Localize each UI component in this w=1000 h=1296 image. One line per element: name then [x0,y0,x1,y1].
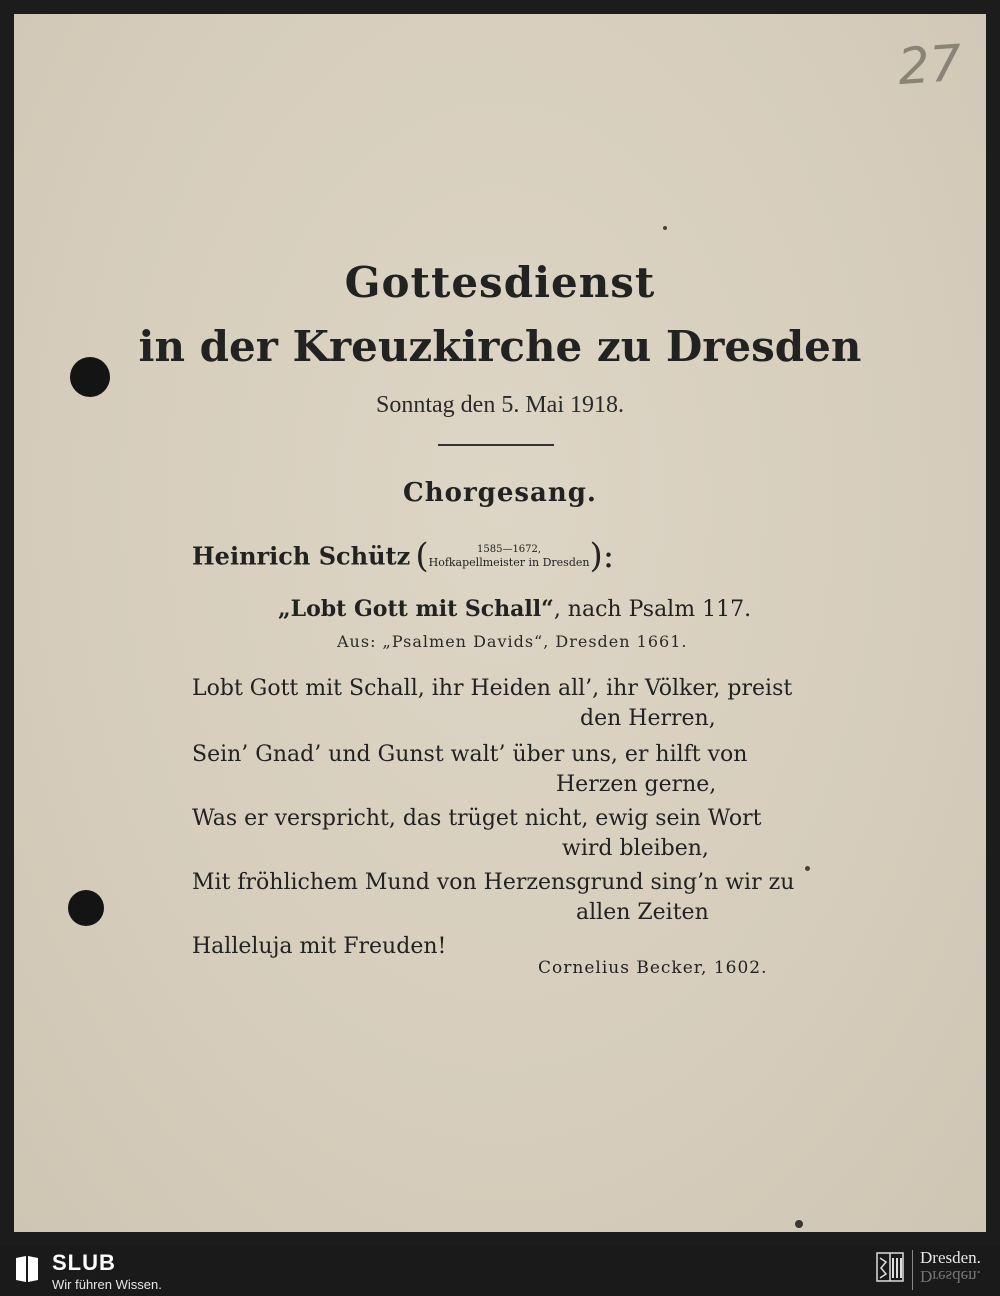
punch-hole-lower [68,890,104,926]
lyric-line: allen Zeiten [576,900,709,925]
page-title: Gottesdienst [344,258,656,307]
paper-speck [663,226,667,230]
page-title-line2: in der Kreuzkirche zu Dresden [138,322,862,371]
dresden-coat-of-arms-icon[interactable] [876,1252,904,1282]
date-line: Sonntag den 5. Mai 1918. [376,392,624,418]
footer-separator [912,1250,913,1290]
lyric-line: den Herren, [580,706,716,731]
section-heading: Chorgesang. [403,478,597,508]
lyric-line: Herzen gerne, [556,772,717,797]
dresden-logo-text[interactable]: Dresden. [920,1248,981,1267]
document-page [14,14,986,1232]
work-title [278,596,751,622]
composer-paren-close: ): [589,536,615,576]
work-psalm: , nach Psalm 117. [553,597,752,622]
composer-details [429,543,590,569]
paper-speck [795,1220,803,1228]
composer-paren-open: ( [415,536,429,576]
work-source: Aus: „Psalmen Davids“, Dresden 1661. [337,632,688,651]
lyric-line: Lobt Gott mit Schall, ihr Heiden all’, ihr Völker, preist [192,676,793,701]
composer-dates: 1585—1672, [477,544,542,555]
slub-book-icon[interactable] [14,1254,40,1284]
lyric-line: Was er verspricht, das trüget nicht, ewig sein Wort [192,806,762,831]
composer-name: Heinrich Schütz [192,541,411,571]
lyric-line: Mit fröhlichem Mund von Herzensgrund sing’n wir zu [192,870,795,895]
divider [438,444,554,446]
composer-line [192,536,614,576]
lyric-line: wird bleiben, [562,836,709,861]
work-name: „Lobt Gott mit Schall“ [278,596,554,622]
page-number: 27 [896,33,964,97]
dresden-logo-reflection: Dresden. [920,1267,981,1286]
lyric-line: Sein’ Gnad’ und Gunst walt’ über uns, er hilft von [192,742,748,767]
composer-office: Hofkapellmeister in Dresden [428,556,590,569]
lyric-line: Halleluja mit Freuden! [192,934,447,959]
lyric-author: Cornelius Becker, 1602. [538,958,768,978]
paper-speck [805,866,810,871]
slub-logo-text[interactable]: SLUB [52,1250,116,1275]
slub-claim: Wir führen Wissen. [52,1277,162,1292]
